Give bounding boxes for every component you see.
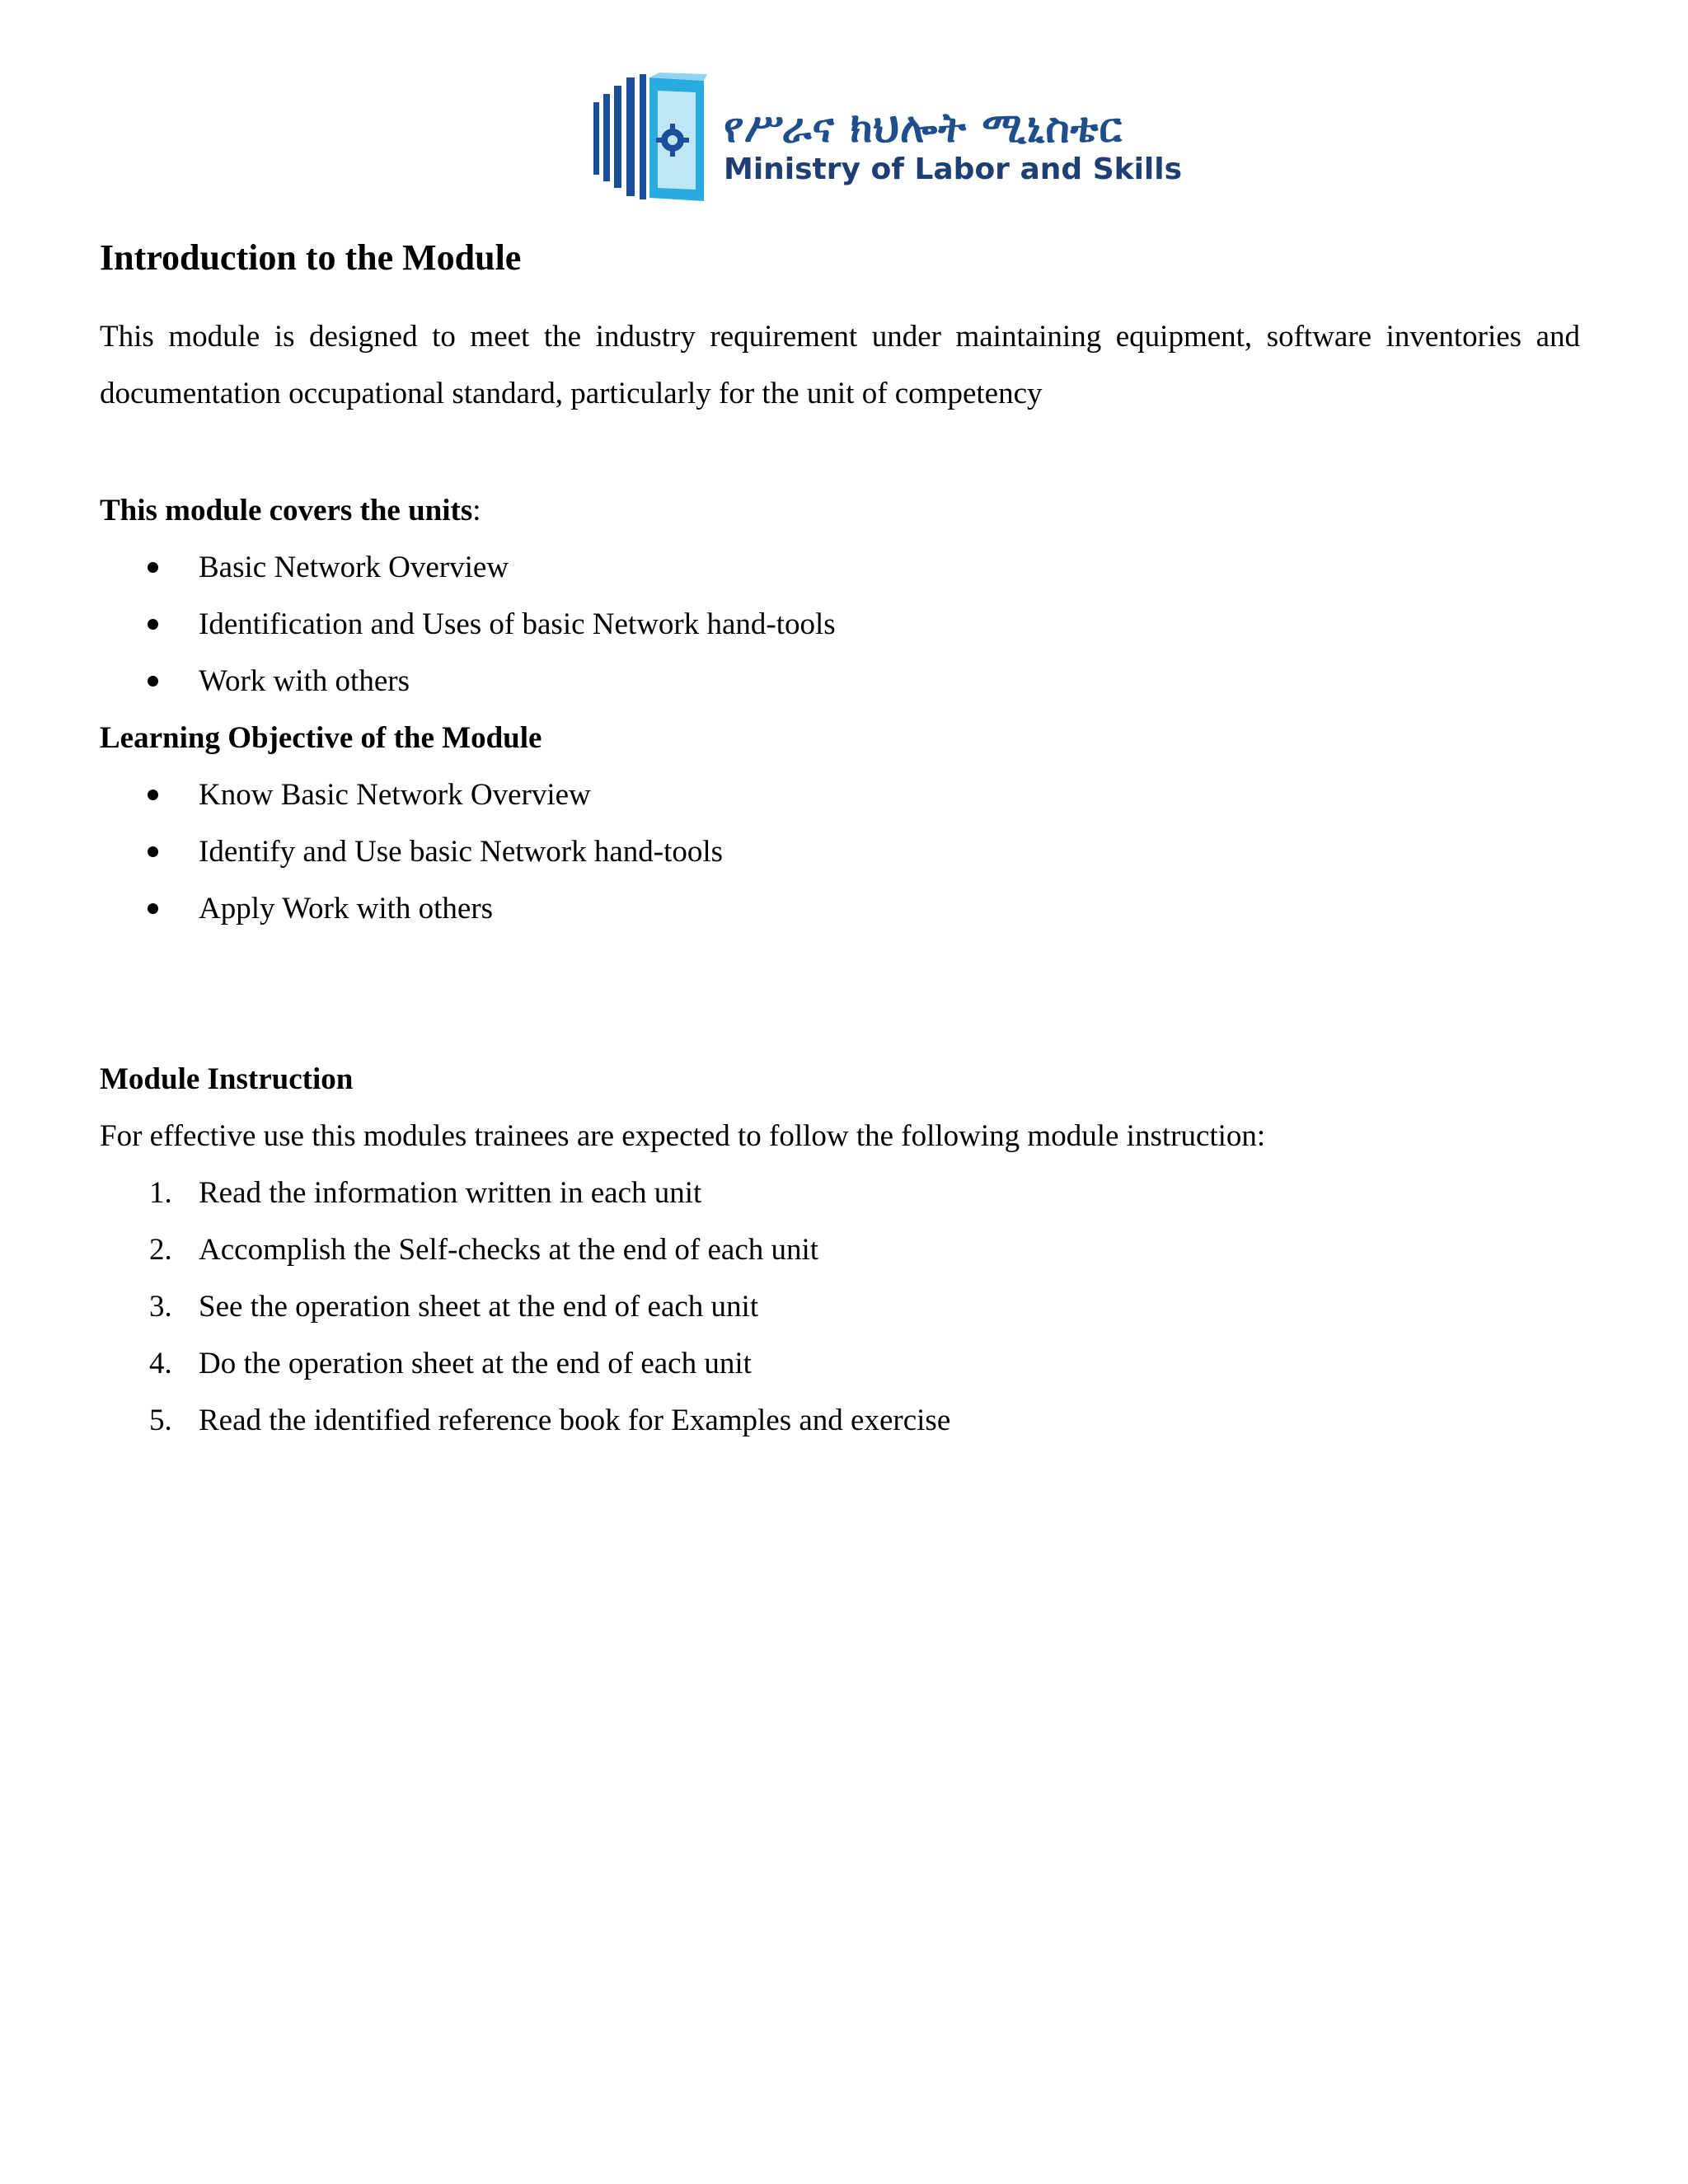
step-text: Read the information written in each unit — [199, 1176, 702, 1210]
instruction-lead: For effective use this modules trainees are expected to follow the following module instruction: — [100, 1119, 1266, 1153]
list-item-text: Identification and Uses of basic Network hand-tools — [199, 607, 836, 641]
bullet-icon — [148, 846, 158, 857]
step-text: Do the operation sheet at the end of each unit — [199, 1347, 752, 1380]
objectives-list — [100, 766, 1580, 937]
bullet-icon — [148, 619, 158, 630]
covers-heading-colon: : — [472, 494, 481, 527]
logo-amharic-name: የሥራና ክህሎት ሚኒስቴር — [724, 104, 1123, 152]
step-text: See the operation sheet at the end of each unit — [199, 1290, 759, 1324]
list-item-text: Work with others — [199, 664, 410, 698]
bullet-icon — [148, 903, 158, 914]
ministry-logo — [592, 69, 1183, 209]
list-item-text: Basic Network Overview — [199, 551, 509, 584]
bullet-icon — [148, 562, 158, 573]
logo-text — [724, 104, 1182, 186]
step-number: 4. — [149, 1347, 172, 1380]
bullet-icon — [148, 676, 158, 687]
covers-list — [100, 539, 1580, 710]
list-item-text: Apply Work with others — [199, 892, 494, 926]
step-number: 3. — [149, 1290, 172, 1324]
covers-heading-text: This module covers the units — [100, 494, 473, 527]
instruction-heading: Module Instruction — [100, 1062, 354, 1096]
objectives-heading: Learning Objective of the Module — [100, 721, 542, 755]
list-item — [100, 1278, 1580, 1335]
list-item — [100, 596, 1580, 653]
page-title: Introduction to the Module — [100, 237, 522, 278]
logo-english-name: Ministry of Labor and Skills — [724, 152, 1183, 186]
list-item — [100, 880, 1580, 937]
list-item — [100, 1165, 1580, 1221]
list-item-text: Identify and Use basic Network hand-tools — [199, 835, 724, 869]
list-item — [100, 823, 1580, 880]
list-item — [100, 766, 1580, 823]
list-item — [100, 1335, 1580, 1392]
step-number: 2. — [149, 1233, 172, 1267]
ministry-book-gear-icon — [592, 69, 715, 209]
step-number: 1. — [149, 1176, 172, 1210]
list-item — [100, 653, 1580, 710]
step-text: Read the identified reference book for Examples and exercise — [199, 1404, 951, 1437]
list-item-text: Know Basic Network Overview — [199, 778, 591, 812]
list-item — [100, 1221, 1580, 1278]
list-item — [100, 1392, 1580, 1449]
document-body — [100, 229, 1580, 1449]
step-number: 5. — [149, 1404, 172, 1437]
intro-paragraph: This module is designed to meet the industry requirement under maintaining equipment, software inventories and documentation occupational standard, particularly for the unit of competency — [100, 320, 1580, 410]
instruction-steps — [100, 1165, 1580, 1449]
list-item — [100, 539, 1580, 596]
step-text: Accomplish the Self-checks at the end of each unit — [199, 1233, 819, 1267]
bullet-icon — [148, 790, 158, 800]
covers-heading — [100, 482, 1580, 539]
